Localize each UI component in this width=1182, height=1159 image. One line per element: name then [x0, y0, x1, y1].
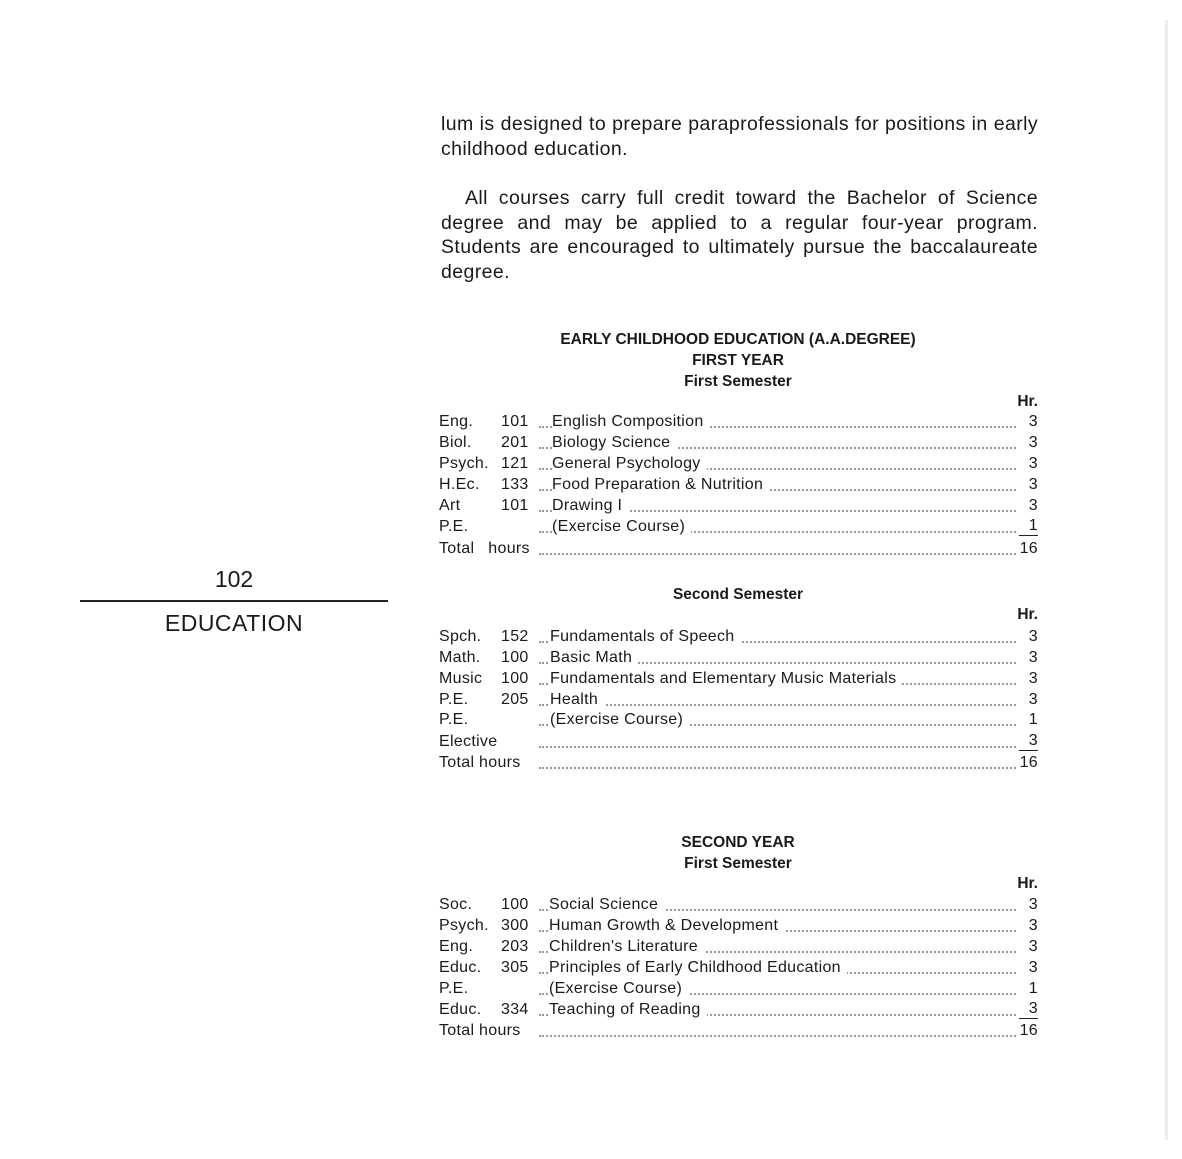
- course-dept: P.E.: [439, 691, 469, 708]
- course-hours: 3: [1025, 915, 1038, 936]
- course-name: General Psychology: [552, 453, 707, 474]
- course-row: [439, 894, 1038, 915]
- course-name: Social Science: [549, 894, 664, 915]
- course-number: 133: [501, 476, 529, 493]
- course-row: [439, 709, 1038, 730]
- course-row: [439, 647, 1038, 668]
- course-name: Principles of Early Childhood Education: [549, 957, 847, 978]
- course-hours: 3: [1025, 894, 1038, 915]
- course-row: [439, 474, 1038, 495]
- course-row: [439, 957, 1038, 978]
- course-hours: 3: [1025, 432, 1038, 453]
- elective-row: [439, 731, 1038, 752]
- course-name: (Exercise Course): [550, 709, 689, 730]
- course-hours: 3: [1025, 495, 1038, 516]
- dot-leader: [539, 553, 1016, 555]
- course-number: 152: [501, 628, 529, 645]
- course-dept: Psych.: [439, 917, 489, 934]
- course-row: [439, 668, 1038, 689]
- course-name: Food Preparation & Nutrition: [552, 474, 769, 495]
- course-name: English Composition: [552, 411, 710, 432]
- course-dept: H.Ec.: [439, 476, 480, 493]
- dot-leader: [539, 1035, 1016, 1037]
- total-hours: 16: [1016, 538, 1038, 559]
- course-number: 101: [501, 497, 529, 514]
- course-dept: P.E.: [439, 711, 469, 728]
- course-dept: Eng.: [439, 938, 474, 955]
- intro-paragraph-2: All courses carry full credit toward the Bachelor of Science degree and may be applied to a regular four-year program. Students are encouraged to ultimately pursue the baccalaureate degree.: [441, 187, 1038, 283]
- course-row: [439, 915, 1038, 936]
- course-row: [439, 411, 1038, 432]
- course-hours: 3: [1025, 453, 1038, 474]
- course-name: Human Growth & Development: [549, 915, 784, 936]
- course-name: Children's Literature: [549, 936, 704, 957]
- course-number: 305: [501, 959, 529, 976]
- course-number: 203: [501, 938, 529, 955]
- total-label: [439, 538, 536, 559]
- course-dept: Psych.: [439, 455, 489, 472]
- program-title: EARLY CHILDHOOD EDUCATION (A.A.DEGREE): [560, 331, 916, 348]
- course-row: [439, 453, 1038, 474]
- course-name: (Exercise Course): [552, 516, 691, 537]
- course-number: 101: [501, 413, 529, 430]
- total-word: Total: [439, 540, 475, 557]
- course-row: [439, 978, 1038, 999]
- course-number: 100: [501, 649, 529, 666]
- course-number: 100: [501, 896, 529, 913]
- semester-heading: First Semester: [684, 373, 792, 390]
- course-name: Fundamentals and Elementary Music Materials: [550, 668, 902, 689]
- course-number: 300: [501, 917, 529, 934]
- course-hours: 3: [1025, 668, 1038, 689]
- course-dept: Soc.: [439, 896, 473, 913]
- course-row: [439, 495, 1038, 516]
- hours-column-header: Hr.: [1017, 393, 1038, 410]
- intro-paragraph-1: lum is designed to prepare paraprofessionals for positions in early childhood education.: [441, 113, 1038, 160]
- total-label: Total hours: [439, 1020, 527, 1041]
- course-name: (Exercise Course): [549, 978, 688, 999]
- course-hours: 3: [1019, 999, 1038, 1019]
- course-hours: 1: [1025, 978, 1038, 999]
- course-number: 205: [501, 691, 529, 708]
- page-number: 102: [214, 566, 254, 592]
- hours-column-header: Hr.: [1017, 875, 1038, 892]
- semester-heading: First Semester: [684, 855, 792, 872]
- course-dept: Educ.: [439, 959, 482, 976]
- course-name: Health: [550, 689, 604, 710]
- hours-column-header: Hr.: [1017, 606, 1038, 623]
- course-name: Fundamentals of Speech: [550, 626, 741, 647]
- dot-leader: [539, 746, 1016, 748]
- course-name: Teaching of Reading: [549, 999, 707, 1020]
- course-dept: P.E.: [439, 518, 469, 535]
- course-row: [439, 689, 1038, 710]
- course-hours: 3: [1025, 936, 1038, 957]
- semester-heading: Second Semester: [672, 586, 804, 603]
- course-name: Drawing I: [552, 495, 628, 516]
- total-hours: 16: [1016, 752, 1038, 773]
- course-dept: Eng.: [439, 413, 474, 430]
- course-row: [439, 936, 1038, 957]
- page-edge: [1165, 20, 1168, 1140]
- course-number: 100: [501, 670, 529, 687]
- dot-leader: [539, 704, 1016, 706]
- course-row: [439, 626, 1038, 647]
- course-hours: 3: [1025, 411, 1038, 432]
- total-row: [439, 752, 1038, 773]
- course-number: 121: [501, 455, 529, 472]
- course-dept: Art: [439, 497, 461, 514]
- course-dept: Math.: [439, 649, 481, 666]
- course-name: Biology Science: [552, 432, 676, 453]
- course-hours: 1: [1025, 709, 1038, 730]
- course-number: 201: [501, 434, 529, 451]
- course-hours: 3: [1025, 689, 1038, 710]
- year-heading: SECOND YEAR: [681, 834, 795, 851]
- total-row: [439, 1020, 1038, 1041]
- course-hours: 3: [1025, 647, 1038, 668]
- course-row: [439, 516, 1038, 537]
- hours-word: hours: [488, 540, 530, 557]
- course-row: [439, 999, 1038, 1020]
- course-number: 334: [501, 1001, 529, 1018]
- course-dept: Music: [439, 670, 483, 687]
- course-name: Basic Math: [550, 647, 638, 668]
- course-row: [439, 432, 1038, 453]
- course-hours: 3: [1025, 957, 1038, 978]
- dot-leader: [539, 767, 1016, 769]
- course-dept: Biol.: [439, 434, 472, 451]
- elective-label: Elective: [439, 731, 503, 752]
- total-label: Total hours: [439, 752, 527, 773]
- course-hours: 1: [1019, 516, 1038, 536]
- course-hours: 3: [1025, 626, 1038, 647]
- elective-hours: 3: [1019, 731, 1038, 751]
- course-dept: Educ.: [439, 1001, 482, 1018]
- course-hours: 3: [1025, 474, 1038, 495]
- total-hours: 16: [1016, 1020, 1038, 1041]
- course-dept: Spch.: [439, 628, 482, 645]
- section-rule: [80, 600, 388, 602]
- total-row: [439, 538, 1038, 559]
- course-dept: P.E.: [439, 980, 469, 997]
- section-title: EDUCATION: [164, 610, 304, 636]
- year-heading: FIRST YEAR: [692, 352, 784, 369]
